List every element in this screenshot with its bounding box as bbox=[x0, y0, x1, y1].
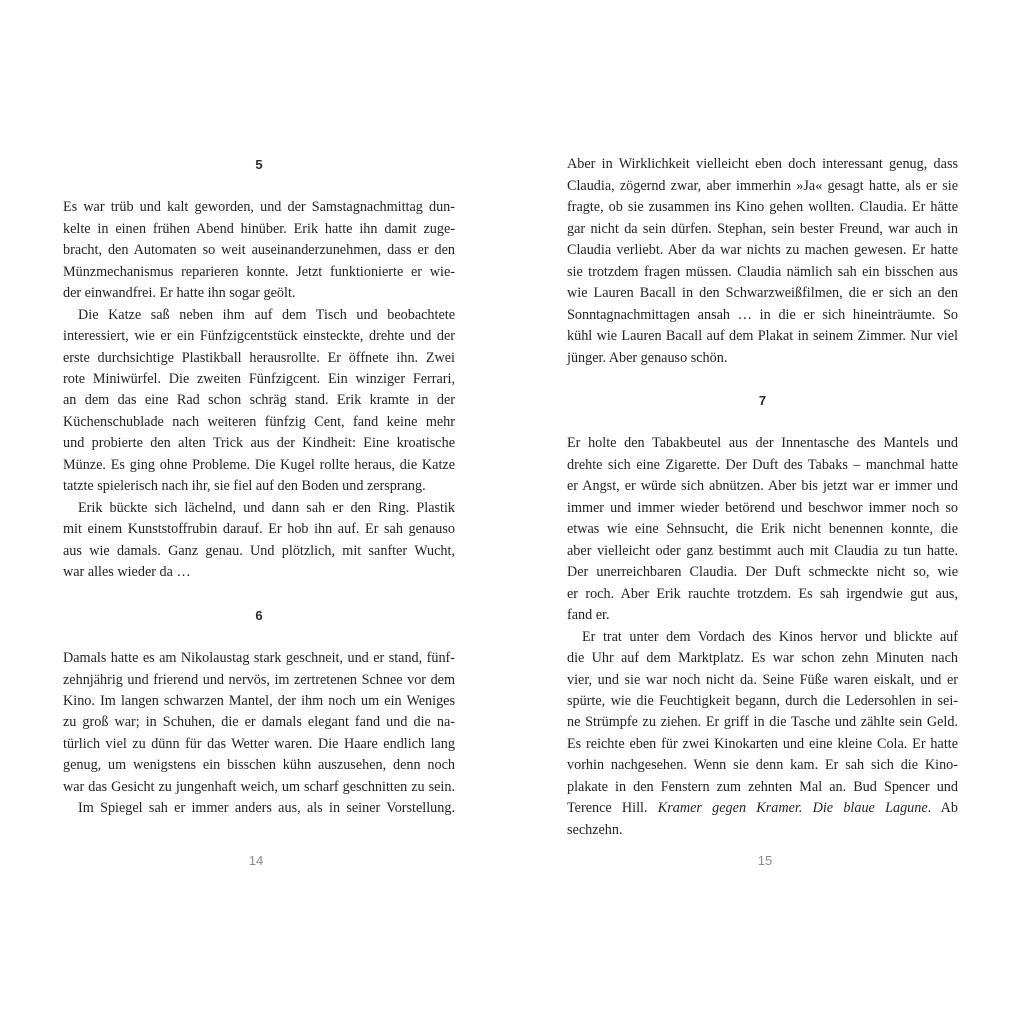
text-line: Claudia, zögernd zwar, aber immerhin »Ja« gesagt hatte, als er sie bbox=[567, 177, 958, 194]
text-segment: Terence Hill. bbox=[567, 800, 658, 817]
page-number: 15 bbox=[757, 853, 773, 868]
text-line: bracht, den Automaten so weit auseinanderzunehmen, dass er den bbox=[63, 242, 455, 259]
text-line bbox=[567, 798, 958, 838]
film-titles-italic: Kramer gegen Kramer. Die blaue Lagune bbox=[657, 800, 928, 817]
text-line: Es war trüb und kalt geworden, und der Samstagnachmittag dun- bbox=[63, 199, 455, 216]
text-line: aus wie damals. Ganz genau. Und plötzlich, mit sanfter Wucht, bbox=[63, 542, 455, 559]
paragraph bbox=[567, 433, 958, 626]
text-line: vier, und sie war noch nicht da. Seine Füße waren eiskalt, und er bbox=[567, 671, 958, 688]
text-line: Der unerreichbaren Claudia. Der Duft schmeckte nicht so, wie bbox=[567, 564, 958, 581]
text-line: rote Miniwürfel. Die zweiten Fünfzigcent. Ein winziger Ferrari, bbox=[63, 370, 455, 387]
text-line: interessiert, wie er ein Fünfzigcentstück einsteckte, drehte und der bbox=[63, 328, 455, 345]
text-line: aber vielleicht oder ganz bestimmt auch mit Claudia zu tun hatte. bbox=[567, 542, 958, 559]
text-line: vorhin nachgesehen. Wenn sie denn kam. Er sah sich die Kino- bbox=[567, 757, 958, 774]
chapter-5 bbox=[63, 154, 455, 583]
text-line: zu groß war; in Schuhen, die er damals elegant fand und die na- bbox=[63, 714, 455, 731]
text-line: kühl wie Lauren Bacall auf dem Plakat in seinem Zimmer. Nur viel bbox=[567, 328, 958, 345]
text-line: Die Katze saß neben ihm auf dem Tisch und beobachtete bbox=[78, 306, 455, 323]
text-line: etwas wie eine Sehnsucht, die Erik nicht benennen konnte, die bbox=[567, 521, 958, 538]
text-line: Münzmechanismus reparieren konnte. Jetzt funktionierte er wie- bbox=[63, 263, 455, 280]
text-line: fragte, ob sie zusammen ins Kino gehen wollten. Claudia. Er hätte bbox=[567, 199, 958, 216]
page-number: 14 bbox=[248, 853, 264, 868]
paragraph bbox=[567, 627, 958, 838]
text-line: tatzte spielerisch nach ihr, sie fiel auf den Boden und zersprang. bbox=[63, 478, 426, 495]
paragraph bbox=[63, 498, 455, 584]
text-line: er roch. Aber Erik rauchte trotzdem. Es sah irgendwie gut aus, bbox=[567, 585, 958, 602]
chapter-7 bbox=[567, 390, 958, 838]
text-line: immer und immer wieder betörend und beschwor immer noch so bbox=[567, 499, 958, 516]
text-line: Aber in Wirklichkeit vielleicht eben doch interessant genug, dass bbox=[567, 156, 958, 173]
paragraph bbox=[63, 798, 455, 819]
continued-paragraph bbox=[567, 154, 958, 369]
text-line: war alles wieder da … bbox=[63, 564, 191, 581]
right-page bbox=[567, 154, 958, 838]
text-line: sie trotzdem fragen müssen. Claudia nämlich sah ein bisschen aus bbox=[567, 263, 958, 280]
text-line: Es reichte eben für zwei Kinokarten und eine kleine Cola. Er hatte bbox=[567, 735, 958, 752]
text-line: mit einem Kunststoffrubin darauf. Er hob ihn auf. Er sah genauso bbox=[63, 521, 455, 538]
text-line: und probierte den alten Trick aus der Kindheit: Eine kroatische bbox=[63, 435, 455, 452]
text-line: drehte sich eine Zigarette. Der Duft des Tabaks – manchmal hatte bbox=[567, 456, 958, 473]
text-line: erste durchsichtige Plastikball herausrollte. Er öffnete ihn. Zwei bbox=[63, 349, 455, 366]
paragraph bbox=[63, 197, 455, 304]
text-line: Er trat unter dem Vordach des Kinos hervor und blickte auf bbox=[582, 628, 958, 645]
text-line: Sonntagnachmittagen ansah … in die er sich hineinträumte. So bbox=[567, 306, 958, 323]
chapter-number: 5 bbox=[255, 157, 263, 173]
text-line: Claudia verliebt. Aber da war nichts zu machen gewesen. Er hatte bbox=[567, 242, 958, 259]
text-line: Erik bückte sich lächelnd, und dann sah er den Ring. Plastik bbox=[78, 499, 455, 516]
text-line: gar nicht da sein dürfen. Stephan, sein bester Freund, war auch in bbox=[567, 220, 958, 237]
paragraph bbox=[63, 648, 455, 798]
text-line: plakate in den Fenstern zum zehnten Mal an. Bud Spencer und bbox=[567, 778, 958, 795]
text-line: der einwandfrei. Er hatte ihn sogar geölt. bbox=[63, 285, 296, 302]
text-line: Im Spiegel sah er immer anders aus, als in seiner Vorstellung. bbox=[78, 800, 455, 817]
text-segment: . Ab sechzehn. bbox=[567, 800, 958, 838]
text-line: türlich viel zu dünn für das Wetter waren. Die Haare endlich lang bbox=[63, 735, 455, 752]
text-line: jünger. Aber genauso schön. bbox=[567, 349, 728, 366]
chapter-6 bbox=[63, 605, 455, 820]
text-line: kelte in einen frühen Abend hinüber. Erik hatte ihn damit zuge- bbox=[63, 220, 455, 237]
text-line: ne Strümpfe zu ziehen. Er griff in die Tasche und zählte sein Geld. bbox=[567, 714, 958, 731]
text-line: fand er. bbox=[567, 607, 610, 624]
text-line: Münze. Es ging ohne Probleme. Die Kugel rollte heraus, die Katze bbox=[63, 456, 455, 473]
text-line: die Uhr auf dem Marktplatz. Es war schon zehn Minuten nach bbox=[567, 650, 958, 667]
text-line: spürte, wie die Feuchtigkeit begann, durch die Ledersohlen in sei- bbox=[567, 693, 958, 710]
text-line: er Angst, er würde sich abnützen. Aber bis jetzt war er immer und bbox=[567, 478, 958, 495]
text-line: wie Lauren Bacall in den Schwarzweißfilmen, die er sich an den bbox=[567, 285, 958, 302]
text-line: war das Gesicht zu jungenhaft weich, um scharf geschnitten zu sein. bbox=[63, 778, 455, 795]
left-page bbox=[63, 154, 455, 820]
text-line: an dem das eine Rad schon schräg stand. Erik kramte in der bbox=[63, 392, 455, 409]
text-line: zehnjährig und frierend und nervös, im zertretenen Schnee vor dem bbox=[63, 671, 455, 688]
text-line: Damals hatte es am Nikolaustag stark geschneit, und er stand, fünf- bbox=[63, 650, 455, 667]
paragraph bbox=[63, 305, 455, 498]
text-line: Er holte den Tabakbeutel aus der Innentasche des Mantels und bbox=[567, 435, 958, 452]
text-line: Kino. Im langen schwarzen Mantel, der ihm noch um ein Weniges bbox=[63, 693, 455, 710]
chapter-number: 7 bbox=[758, 393, 767, 409]
chapter-number: 6 bbox=[255, 608, 263, 624]
text-line: genug, um wenigstens ein bisschen kühn auszusehen, denn noch bbox=[63, 757, 455, 774]
text-line: Küchenschublade nach weiteren fünfzig Cent, fand keine mehr bbox=[63, 413, 455, 430]
